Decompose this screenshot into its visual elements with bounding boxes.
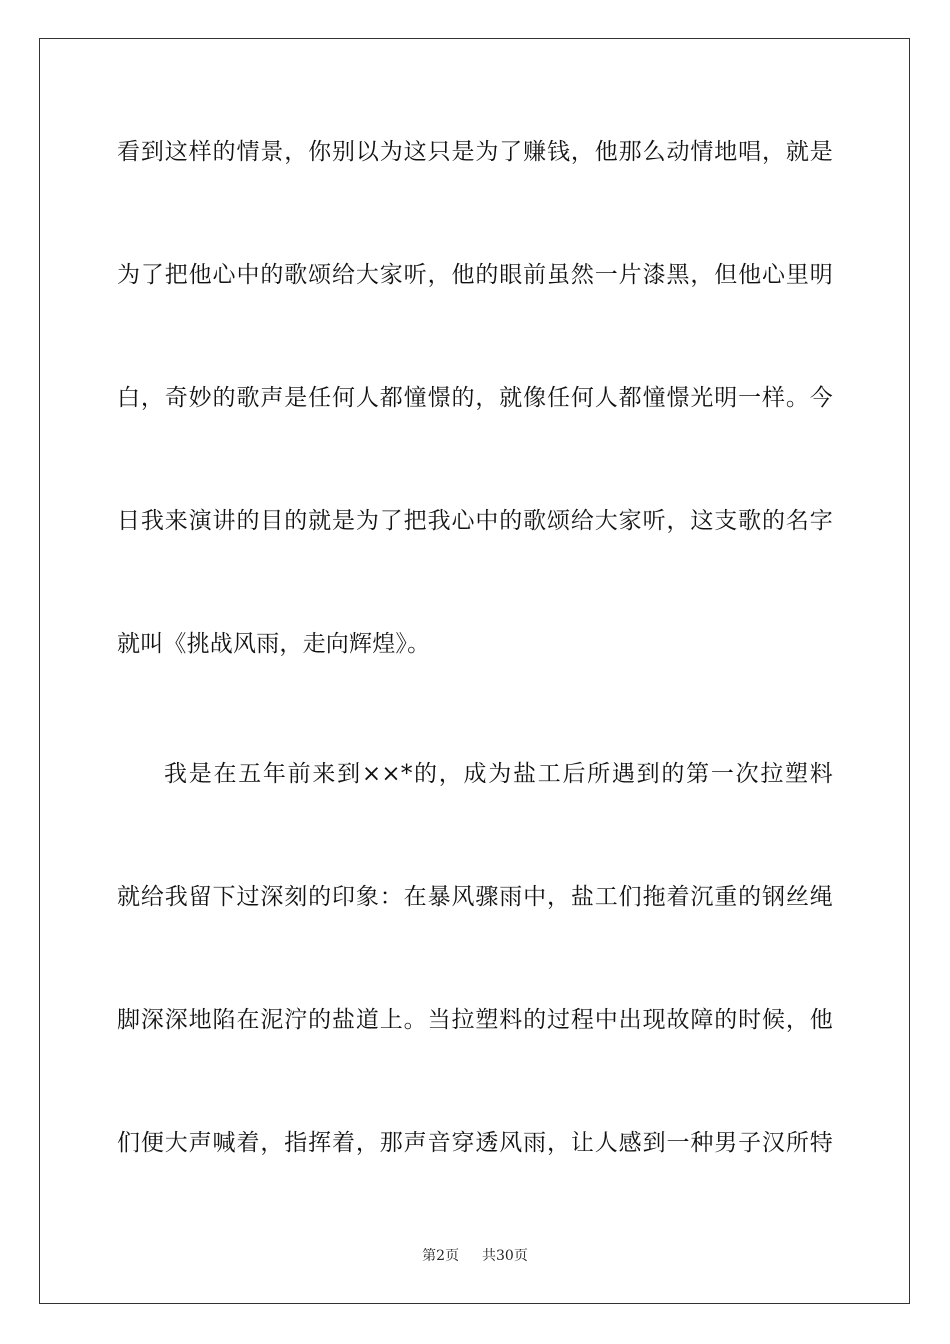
page-footer — [0, 1246, 950, 1266]
body-text-line-3: 白，奇妙的歌声是任何人都憧憬的，就像任何人都憧憬光明一样。今 — [117, 385, 833, 411]
paragraph-2-line-4: 们便大声喊着，指挥着，那声音穿透风雨，让人感到一种男子汉所特 — [117, 1130, 833, 1156]
paragraph-2-line-3: 脚深深地陷在泥泞的盐道上。当拉塑料的过程中出现故障的时候，他 — [117, 1007, 833, 1033]
body-text-line-5: 就叫《挑战风雨，走向辉煌》。 — [117, 631, 431, 657]
body-text-line-2: 为了把他心中的歌颂给大家听，他的眼前虽然一片漆黑，但他心里明 — [117, 262, 833, 288]
page-number: 第2页 — [422, 1248, 460, 1264]
body-text-line-4: 日我来演讲的目的就是为了把我心中的歌颂给大家听，这支歌的名字 — [117, 508, 833, 534]
page-border — [39, 38, 910, 1304]
paragraph-2-line-2: 就给我留下过深刻的印象：在暴风骤雨中，盐工们拖着沉重的钢丝绳 — [117, 884, 833, 910]
total-pages: 共30页 — [482, 1248, 528, 1264]
body-text-line-1: 看到这样的情景，你别以为这只是为了赚钱，他那么动情地唱，就是 — [117, 139, 833, 165]
paragraph-2-line-1: 我是在五年前来到××*的，成为盐工后所遇到的第一次拉塑料 — [164, 761, 833, 787]
